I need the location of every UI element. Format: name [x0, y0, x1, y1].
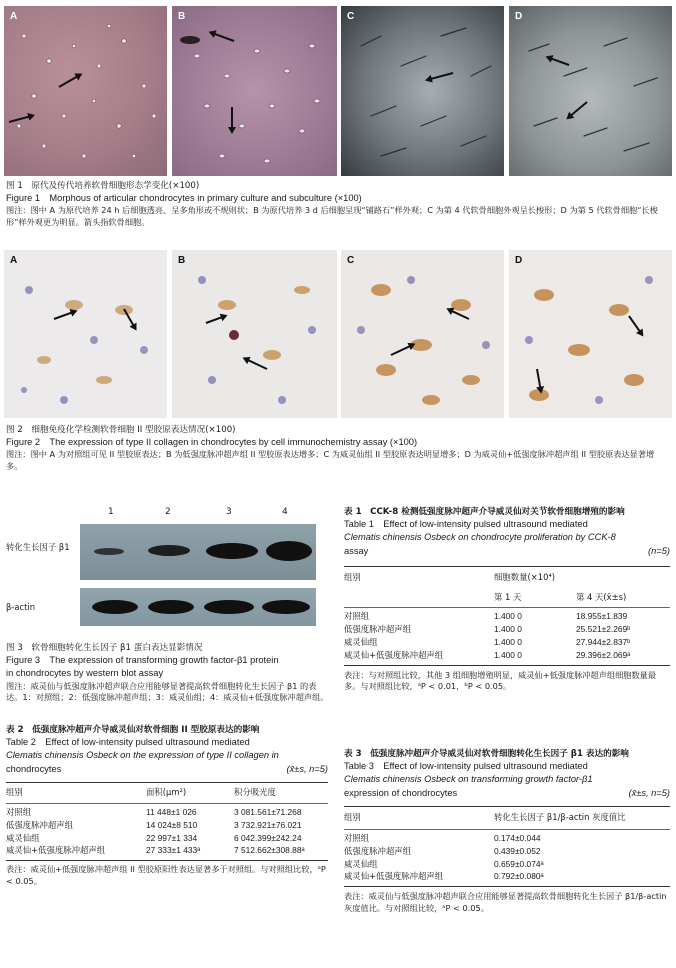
cell: 威灵仙+低强度脉冲超声组 — [344, 649, 444, 660]
cell: 1.400 0 — [494, 624, 522, 635]
cell-dots — [341, 6, 504, 176]
col-header: 第 4 天(x̄±s) — [576, 592, 627, 603]
table-3 — [344, 748, 670, 915]
table-row — [6, 832, 328, 845]
cell: 6 042.399±242.24 — [234, 832, 302, 843]
cell: 11 448±1 026 — [146, 806, 197, 817]
row-label-target: 转化生长因子 β1 — [6, 542, 70, 552]
cell: 威灵仙组 — [6, 832, 40, 843]
cell: 0.792±0.080ᵃ — [494, 871, 544, 882]
panel-label: C — [347, 255, 355, 266]
cell: 对照组 — [6, 806, 32, 817]
band — [148, 545, 190, 556]
table-title-cn: 表 1 CCK-8 检测低强度脉冲超声介导威灵仙对关节软骨细胞增殖的影响 — [344, 507, 625, 517]
cell: 0.659±0.074ᵃ — [494, 858, 544, 869]
cell: 1.400 0 — [494, 611, 522, 622]
caption-en: Figure 2 The expression of type II collagen in chondrocytes by cell immunochemistry assay (×100) — [6, 437, 418, 448]
figure-2-panel-a — [4, 250, 167, 418]
table-row — [344, 624, 670, 637]
table-row — [344, 649, 670, 665]
figure-2-panel-b — [172, 250, 337, 418]
stained-cells — [172, 250, 337, 418]
table-2 — [6, 724, 328, 888]
cell-dots — [4, 6, 167, 176]
col-header: 第 1 天 — [494, 592, 522, 603]
stained-cells — [509, 250, 672, 418]
band — [206, 543, 258, 559]
table-row — [344, 845, 670, 858]
cell: 1.400 0 — [494, 636, 522, 647]
col-header: 组别 — [344, 811, 361, 822]
table-row — [6, 819, 328, 832]
blot-actin — [80, 588, 316, 626]
figure-2-panel-d — [509, 250, 672, 418]
cell: 低强度脉冲超声组 — [6, 819, 73, 830]
table-title-line — [344, 787, 670, 800]
table-header — [344, 566, 670, 584]
table-n: (x̄±s, n=5) — [628, 787, 670, 798]
table-row — [344, 636, 670, 649]
panel-label: C — [347, 11, 355, 22]
table-title-cn: 表 3 低强度脉冲超声介导威灵仙对软骨细胞转化生长因子 β1 表达的影响 — [344, 749, 629, 759]
lane-label: 3 — [226, 507, 232, 517]
cell: 18.955±1.839 — [576, 611, 628, 622]
panel-label: B — [178, 11, 186, 22]
table-header — [6, 782, 328, 803]
cell: 7 512.662±308.88ᵃ — [234, 845, 305, 856]
cell: 威灵仙组 — [344, 858, 378, 869]
stained-cells — [4, 250, 167, 418]
cell: 低强度脉冲超声组 — [344, 845, 411, 856]
cell: 威灵仙+低强度脉冲超声组 — [344, 871, 444, 882]
caption-note: 图注：图中 A 为原代培养 24 h 后细胞透亮、呈多角形或不规则状；B 为原代培养 3 d 后细胞呈现“铺路石”样外观；C 为第 4 代软骨细胞外观呈长梭形；D 为第 5 代软骨细胞“长梭形”样外观更为明显。箭头指软骨细胞。 — [6, 205, 658, 228]
col-header: 面积(μm²) — [146, 786, 187, 797]
data-table — [344, 566, 670, 666]
table-note: 表注：与对照组比较，其他 3 组细胞增殖明显，威灵仙+低强度脉冲超声组细胞数量最多。与对照组比较，ᵃP < 0.01，ᵇP < 0.05。 — [344, 669, 657, 692]
lane-label: 4 — [282, 507, 288, 517]
cell: 27.944±2.837ᵇ — [576, 636, 631, 647]
col-header: 积分吸光度 — [234, 786, 276, 797]
caption-cn: 图 3 软骨细胞转化生长因子 β1 蛋白表达显影情况 — [6, 643, 203, 653]
figure-1-panel-b — [172, 6, 337, 176]
panel-label: D — [515, 11, 523, 22]
figure-1-panel-c — [341, 6, 504, 176]
table-note: 表注：威灵仙+低强度脉冲超声组 II 型胶原阳性表达显著多于对照组。与对照组比较，ᵃP < 0.05。 — [6, 864, 326, 887]
cell: 27 333±1 433ᵃ — [146, 845, 201, 856]
caption-cn: 图 2 细胞免疫化学检测软骨细胞 II 型胶原表达情况(×100) — [6, 425, 236, 435]
cell: 14 024±8 510 — [146, 819, 198, 830]
lane-label: 2 — [165, 507, 171, 517]
table-1 — [344, 506, 670, 693]
table-title-en: Clematis chinensis Osbeck on chondrocyte proliferation by CCK-8 — [344, 532, 616, 543]
caption-note: 图注：威灵仙与低强度脉冲超声联合应用能够显著提高软骨细胞转化生长因子 β1 的表达。1：对照组；2：低强度脉冲超声组；3：威灵仙组；4：威灵仙+低强度脉冲超声组。 — [6, 680, 329, 703]
table-title-en: Table 3 Effect of low-intensity pulsed ultrasound mediated — [344, 761, 588, 772]
blank-cell — [344, 584, 494, 607]
cell-dots — [172, 6, 337, 176]
band — [266, 541, 312, 561]
table-title-line — [344, 545, 670, 558]
table-title-cn: 表 2 低强度脉冲超声介导威灵仙对软骨细胞 II 型胶原表达的影响 — [6, 725, 260, 735]
cell-dots — [509, 6, 672, 176]
panel-label: A — [10, 11, 18, 22]
caption-en: Figure 3 The expression of transforming growth factor-β1 protein — [6, 655, 279, 666]
stained-cells — [341, 250, 504, 418]
table-row — [344, 871, 670, 887]
table-row — [6, 845, 328, 861]
figure-3 — [4, 506, 324, 628]
cell: 22 997±1 334 — [146, 832, 198, 843]
band — [262, 600, 310, 614]
cell: 0.174±0.044 — [494, 832, 541, 843]
cell: 对照组 — [344, 611, 370, 622]
table-title-en: Clematis chinensis Osbeck on transforming growth factor-β1 — [344, 774, 593, 785]
col-header: 转化生长因子 β1/β-actin 灰度值比 — [494, 811, 626, 822]
col-header: 组别 — [344, 571, 361, 582]
cell: 25.521±2.269ᵇ — [576, 624, 631, 635]
figure-2 — [4, 250, 672, 418]
cell: 对照组 — [344, 832, 370, 843]
figure-1-caption — [6, 180, 670, 229]
figure-1 — [4, 6, 672, 176]
table-title-line — [6, 763, 328, 776]
cell: 3 732.921±76.021 — [234, 819, 302, 830]
table-row — [344, 858, 670, 871]
table-subheader — [344, 584, 670, 607]
cell: 威灵仙组 — [344, 636, 378, 647]
cell: 29.396±2.069ᵃ — [576, 649, 631, 660]
table-header — [344, 806, 670, 829]
figure-2-caption — [6, 424, 670, 473]
band — [94, 548, 124, 555]
data-table — [6, 782, 328, 862]
band — [204, 600, 254, 614]
table-title-en: Table 2 Effect of low-intensity pulsed ultrasound mediated — [6, 737, 250, 748]
arrow-icon — [231, 107, 233, 129]
col-header: 细胞数量(×10⁴) — [494, 571, 556, 582]
table-n: (n=5) — [648, 545, 670, 556]
table-title-en: chondrocytes — [6, 763, 62, 774]
cell: 威灵仙+低强度脉冲超声组 — [6, 845, 106, 856]
lane-label: 1 — [108, 507, 114, 517]
cell: 1.400 0 — [494, 649, 522, 660]
table-title-en: assay — [344, 545, 369, 556]
figure-1-panel-a — [4, 6, 167, 176]
band — [92, 600, 138, 614]
caption-en: Figure 1 Morphous of articular chondrocytes in primary culture and subculture (×100) — [6, 193, 362, 204]
panel-label: A — [10, 255, 18, 266]
row-label-actin: β-actin — [6, 602, 36, 612]
cell: 3 081.561±71.268 — [234, 806, 302, 817]
blot-target — [80, 524, 316, 580]
table-title-en: expression of chondrocytes — [344, 787, 458, 798]
caption-note: 图注：图中 A 为对照组可见 II 型胶原表达；B 为低强度脉冲超声组 II 型胶原表达增多；C 为威灵仙组 II 型胶原表达明显增多；D 为威灵仙+低强度脉冲超声组 II 型胶原表达显著增多。 — [6, 449, 655, 472]
cell: 0.439±0.052 — [494, 845, 541, 856]
figure-2-panel-c — [341, 250, 504, 418]
table-n: (x̄±s, n=5) — [286, 763, 328, 774]
data-table — [344, 806, 670, 888]
figure-3-caption — [6, 642, 331, 704]
table-title-en: Table 1 Effect of low-intensity pulsed ultrasound mediated — [344, 519, 588, 530]
band — [148, 600, 194, 614]
panel-label: D — [515, 255, 523, 266]
table-note: 表注：威灵仙与低强度脉冲超声联合应用能够显著提高软骨细胞转化生长因子 β1/β-actin 灰度值比。与对照组比较，ᵃP < 0.05。 — [344, 891, 667, 914]
panel-label: B — [178, 255, 186, 266]
table-row — [344, 829, 670, 845]
cell: 低强度脉冲超声组 — [344, 624, 411, 635]
caption-en: in chondrocytes by western blot assay — [6, 668, 164, 679]
table-title-en: Clematis chinensis Osbeck on the expression of type II collagen in — [6, 750, 279, 761]
table-row — [344, 608, 670, 624]
caption-cn: 图 1 原代及传代培养软骨细胞形态学变化(×100) — [6, 181, 200, 191]
table-row — [6, 803, 328, 819]
figure-1-panel-d — [509, 6, 672, 176]
col-header: 组别 — [6, 786, 23, 797]
